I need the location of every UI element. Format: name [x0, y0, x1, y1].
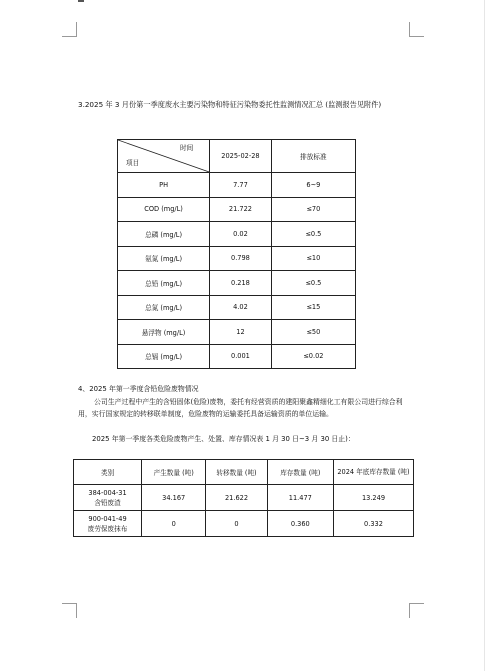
row-item: 总氮 (mg/L): [118, 295, 210, 320]
category-code: 384-004-31: [88, 488, 127, 497]
section4-paragraph-1: 公司生产过程中产生的含铅固体(危险)废物，委托有经营资质的建阳聚鑫精细化工有限公司进行综合利用，实行国家规定的转移联单制度，危险废物的运输委托具备运输资质的单位运输。: [78, 398, 403, 418]
row-value: 21.722: [210, 197, 272, 222]
header-transferred: 转移数量 (吨): [206, 460, 267, 485]
header-time-label: 时间: [179, 144, 194, 152]
row-standard: 6~9: [271, 173, 355, 198]
row-value: 7.77: [210, 173, 272, 198]
table-row: [118, 295, 356, 320]
row-value: 12: [210, 320, 272, 345]
row-value: 4.02: [210, 295, 272, 320]
row-standard: ≤0.5: [271, 222, 355, 247]
row-standard: ≤70: [271, 197, 355, 222]
row-value: 0.798: [210, 246, 272, 271]
row-item: PH: [118, 173, 210, 198]
row-standard: ≤15: [271, 295, 355, 320]
row-value: 0.218: [210, 271, 272, 296]
row-standard: ≤0.02: [271, 344, 355, 369]
table-row: [118, 173, 356, 198]
crop-mark-top-left: [62, 22, 77, 37]
table-header-row: [118, 140, 356, 173]
row-transferred: 21.622: [206, 485, 267, 511]
table-row: [118, 271, 356, 296]
row-stock: 0.360: [267, 511, 333, 537]
diagonal-line: [118, 140, 209, 172]
row-stock-2024: 0.332: [333, 511, 413, 537]
row-transferred: 0: [206, 511, 267, 537]
row-standard: ≤50: [271, 320, 355, 345]
row-stock: 11.477: [267, 485, 333, 511]
row-produced: 0: [142, 511, 206, 537]
section3-title: 3.2025 年 3 月份第一季度废水主要污染物和特征污染物委托性监测情况汇总 (监测报告见附件): [78, 100, 382, 109]
table-row: [118, 246, 356, 271]
row-value: 0.001: [210, 344, 272, 369]
header-stock-2024: 2024 年底库存数量 (吨): [333, 460, 413, 485]
header-produced: 产生数量 (吨): [142, 460, 206, 485]
row-category: [74, 485, 142, 511]
crop-mark-bottom-left: [62, 603, 77, 618]
row-standard: ≤0.5: [271, 271, 355, 296]
section4-paragraph-2: 2025 年第一季度各类危险废物产生、处置、库存情况表 1 月 30 日~3 月 30 日止)：: [92, 435, 355, 443]
hazardous-waste-table: [73, 459, 414, 537]
row-value: 0.02: [210, 222, 272, 247]
table-row: [118, 222, 356, 247]
category-code: 900-041-49: [88, 514, 127, 523]
table-row: [118, 197, 356, 222]
crop-mark-top-right: [409, 22, 424, 37]
header-standard: 排放标准: [271, 140, 355, 173]
category-name: 含铅废渣: [94, 498, 121, 507]
row-stock-2024: 13.249: [333, 485, 413, 511]
header-date: 2025-02-28: [210, 140, 272, 173]
diagonal-header-cell: [118, 140, 210, 173]
table-row: [118, 344, 356, 369]
wastewater-monitoring-table: [117, 139, 356, 369]
row-standard: ≤10: [271, 246, 355, 271]
row-item: 总铅 (mg/L): [118, 271, 210, 296]
table-row: [74, 511, 414, 537]
row-category: [74, 511, 142, 537]
crop-mark-bottom-right: [409, 603, 424, 618]
header-stock: 库存数量 (吨): [267, 460, 333, 485]
category-name: 废劳保废抹布: [87, 524, 128, 533]
header-item-label: 项目: [126, 159, 140, 167]
row-item: 氨氮 (mg/L): [118, 246, 210, 271]
table-header-row: [74, 460, 414, 485]
row-produced: 34.167: [142, 485, 206, 511]
header-category: 类别: [74, 460, 142, 485]
row-item: 悬浮物 (mg/L): [118, 320, 210, 345]
table-row: [118, 320, 356, 345]
section4-title: 4、2025 年第一季度含铅危险废物情况: [78, 385, 199, 393]
row-item: 总磷 (mg/L): [118, 222, 210, 247]
row-item: 总镉 (mg/L): [118, 344, 210, 369]
table-row: [74, 485, 414, 511]
page-top-marker: [78, 0, 84, 2]
row-item: COD (mg/L): [118, 197, 210, 222]
